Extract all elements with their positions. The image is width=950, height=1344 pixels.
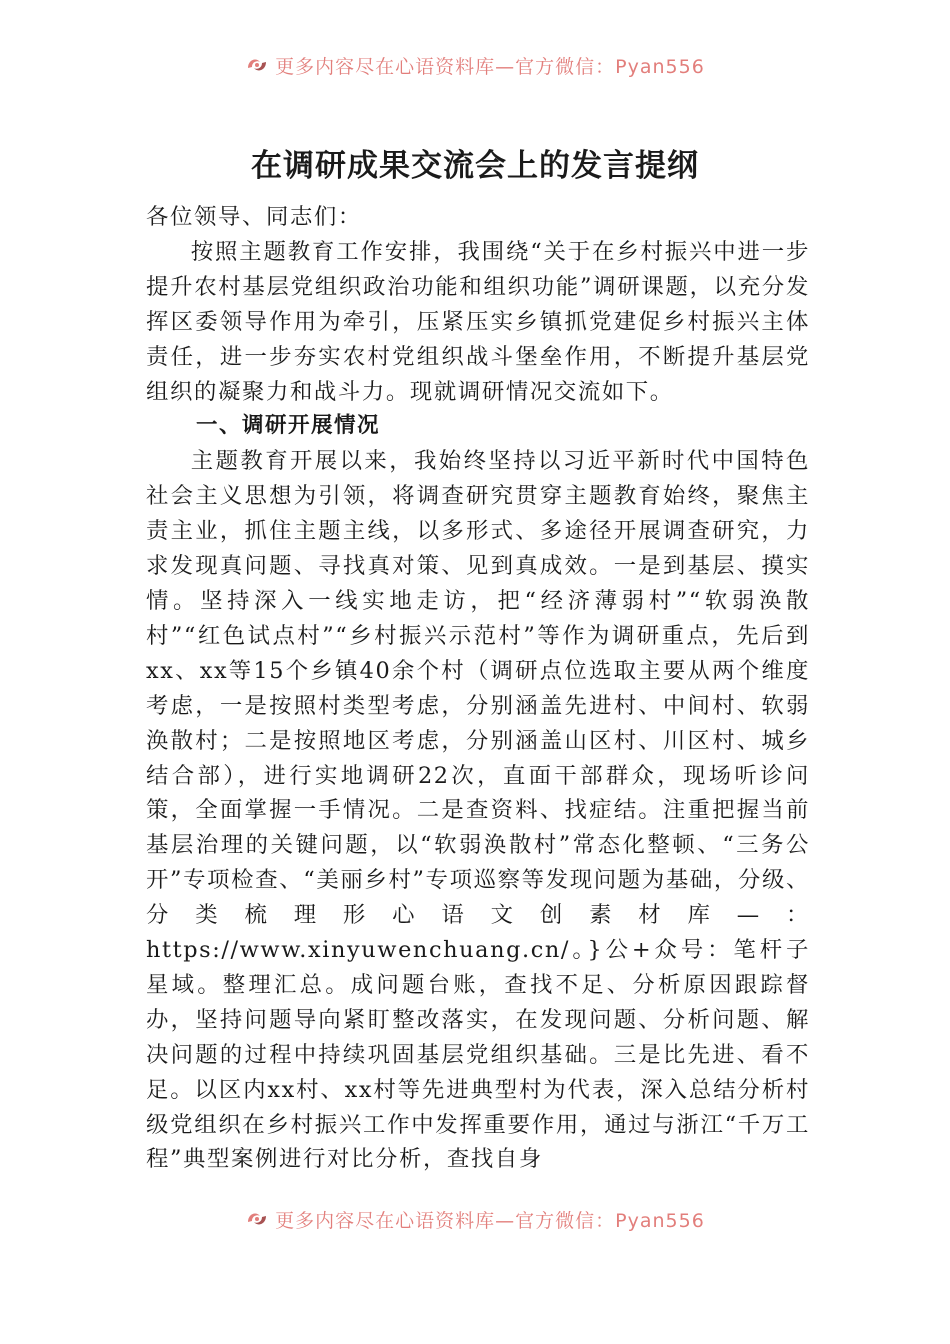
section-heading: 一、调研开展情况 bbox=[196, 413, 381, 439]
brand-logo-icon bbox=[245, 1210, 269, 1230]
document-title: 在调研成果交流会上的发言提纲 bbox=[251, 148, 699, 184]
salutation: 各位领导、同志们： bbox=[146, 204, 362, 230]
watermark-banner-top bbox=[0, 56, 950, 86]
brand-logo-icon bbox=[245, 56, 269, 76]
watermark-text: 更多内容尽在心语资料库—官方微信：Pyan556 bbox=[275, 1210, 705, 1232]
intro-paragraph: 按照主题教育工作安排，我围绕“关于在乡村振兴中进一步提升农村基层党组织政治功能和组织功能”调研课题，以充分发挥区委领导作用为牵引，压紧压实乡镇抓党建促乡村振兴主体责任，进一步夯实农村党组织战斗堡垒作用，不断提升基层党组织的凝聚力和战斗力。现就调研情况交流如下。 bbox=[146, 238, 810, 405]
watermark-banner-bottom bbox=[0, 1210, 950, 1240]
watermark-text: 更多内容尽在心语资料库—官方微信：Pyan556 bbox=[275, 56, 705, 78]
document-body bbox=[146, 200, 810, 1177]
section-paragraph: 主题教育开展以来，我始终坚持以习近平新时代中国特色社会主义思想为引领，将调查研究贯穿主题教育始终，聚焦主责主业，抓住主题主线，以多形式、多途径开展调查研究，力求发现真问题、寻找真对策、见到真成效。一是到基层、摸实情。坚持深入一线实地走访，把“经济薄弱村”“软弱涣散村”“红色试点村”“乡村振兴示范村”等作为调研重点，先后到xx、xx等15个乡镇40余个村（调研点位选取主要从两个维度考虑，一是按照村类型考虑，分别涵盖先进村、中间村、软弱涣散村；二是按照地区考虑，分别涵盖山区村、川区村、城乡结合部），进行实地调研22次，直面干部群众，现场听诊问策，全面掌握一手情况。二是查资料、找症结。注重把握当前基层治理的关键问题，以“软弱涣散村”常态化整顿、“三务公开”专项检查、“美丽乡村”专项巡察等发现问题为基础，分级、分类梳理形心语文创素材库—：https://www.xinyuwenchuang.cn/。}公+众号：笔杆子星域。整理汇总。成问题台账，查找不足、分析原因跟踪督办，坚持问题导向紧盯整改落实，在发现问题、分析问题、解决问题的过程中持续巩固基层党组织基础。三是比先进、看不足。以区内xx村、xx村等先进典型村为代表，深入总结分析村级党组织在乡村振兴工作中发挥重要作用，通过与浙江“千万工程”典型案例进行对比分析，查找自身 bbox=[146, 448, 810, 1173]
